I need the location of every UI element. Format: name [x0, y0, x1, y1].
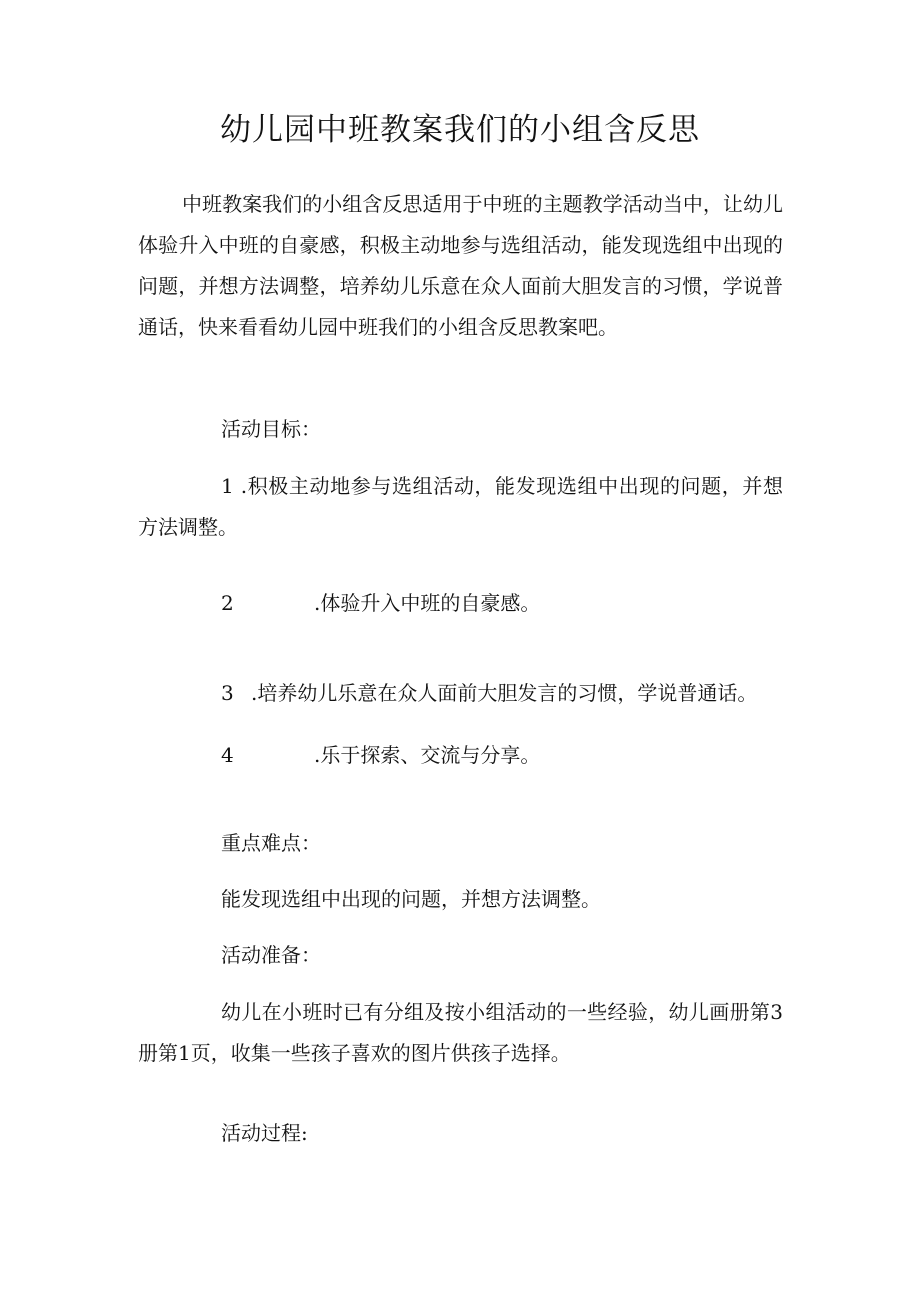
goal-text: .培养幼儿乐意在众人面前大胆发言的习惯，学说普通话。 [251, 681, 758, 705]
key-points-heading: 重点难点： [221, 831, 321, 855]
goal-item-4 [221, 740, 540, 770]
preparation-text: 幼儿在小班时已有分组及按小组活动的一些经验，幼儿画册第3册第1页，收集一些孩子喜欢的图片供孩子选择。 [138, 1000, 783, 1065]
goal-number: 2 [221, 591, 234, 615]
intro-paragraph: 中班教案我们的小组含反思适用于中班的主题教学活动当中，让幼儿体验升入中班的自豪感，积极主动地参与选组活动，能发现选组中出现的问题，并想方法调整，培养幼儿乐意在众人面前大胆发言的习惯，学说普通话，快来看看幼儿园中班我们的小组含反思教案吧。 [138, 192, 783, 339]
goal-item-3 [221, 678, 757, 708]
goal-number: 1 [221, 474, 234, 498]
process-heading: 活动过程: [221, 1121, 308, 1145]
goal-text: .乐于探索、交流与分享。 [314, 743, 541, 767]
goals-heading: 活动目标： [221, 417, 321, 441]
goal-text: .体验升入中班的自豪感。 [314, 591, 541, 615]
goal-item-2 [221, 588, 540, 618]
goal-number: 3 [221, 681, 234, 705]
goal-item-1 [138, 466, 783, 548]
document-title: 幼儿园中班教案我们的小组含反思 [220, 112, 700, 148]
goal-number: 4 [221, 743, 234, 767]
key-points-text: 能发现选组中出现的问题，并想方法调整。 [221, 887, 601, 911]
preparation-heading: 活动准备： [221, 943, 321, 967]
goal-text: .积极主动地参与选组活动，能发现选组中出现的问题，并想方法调整。 [138, 474, 784, 539]
